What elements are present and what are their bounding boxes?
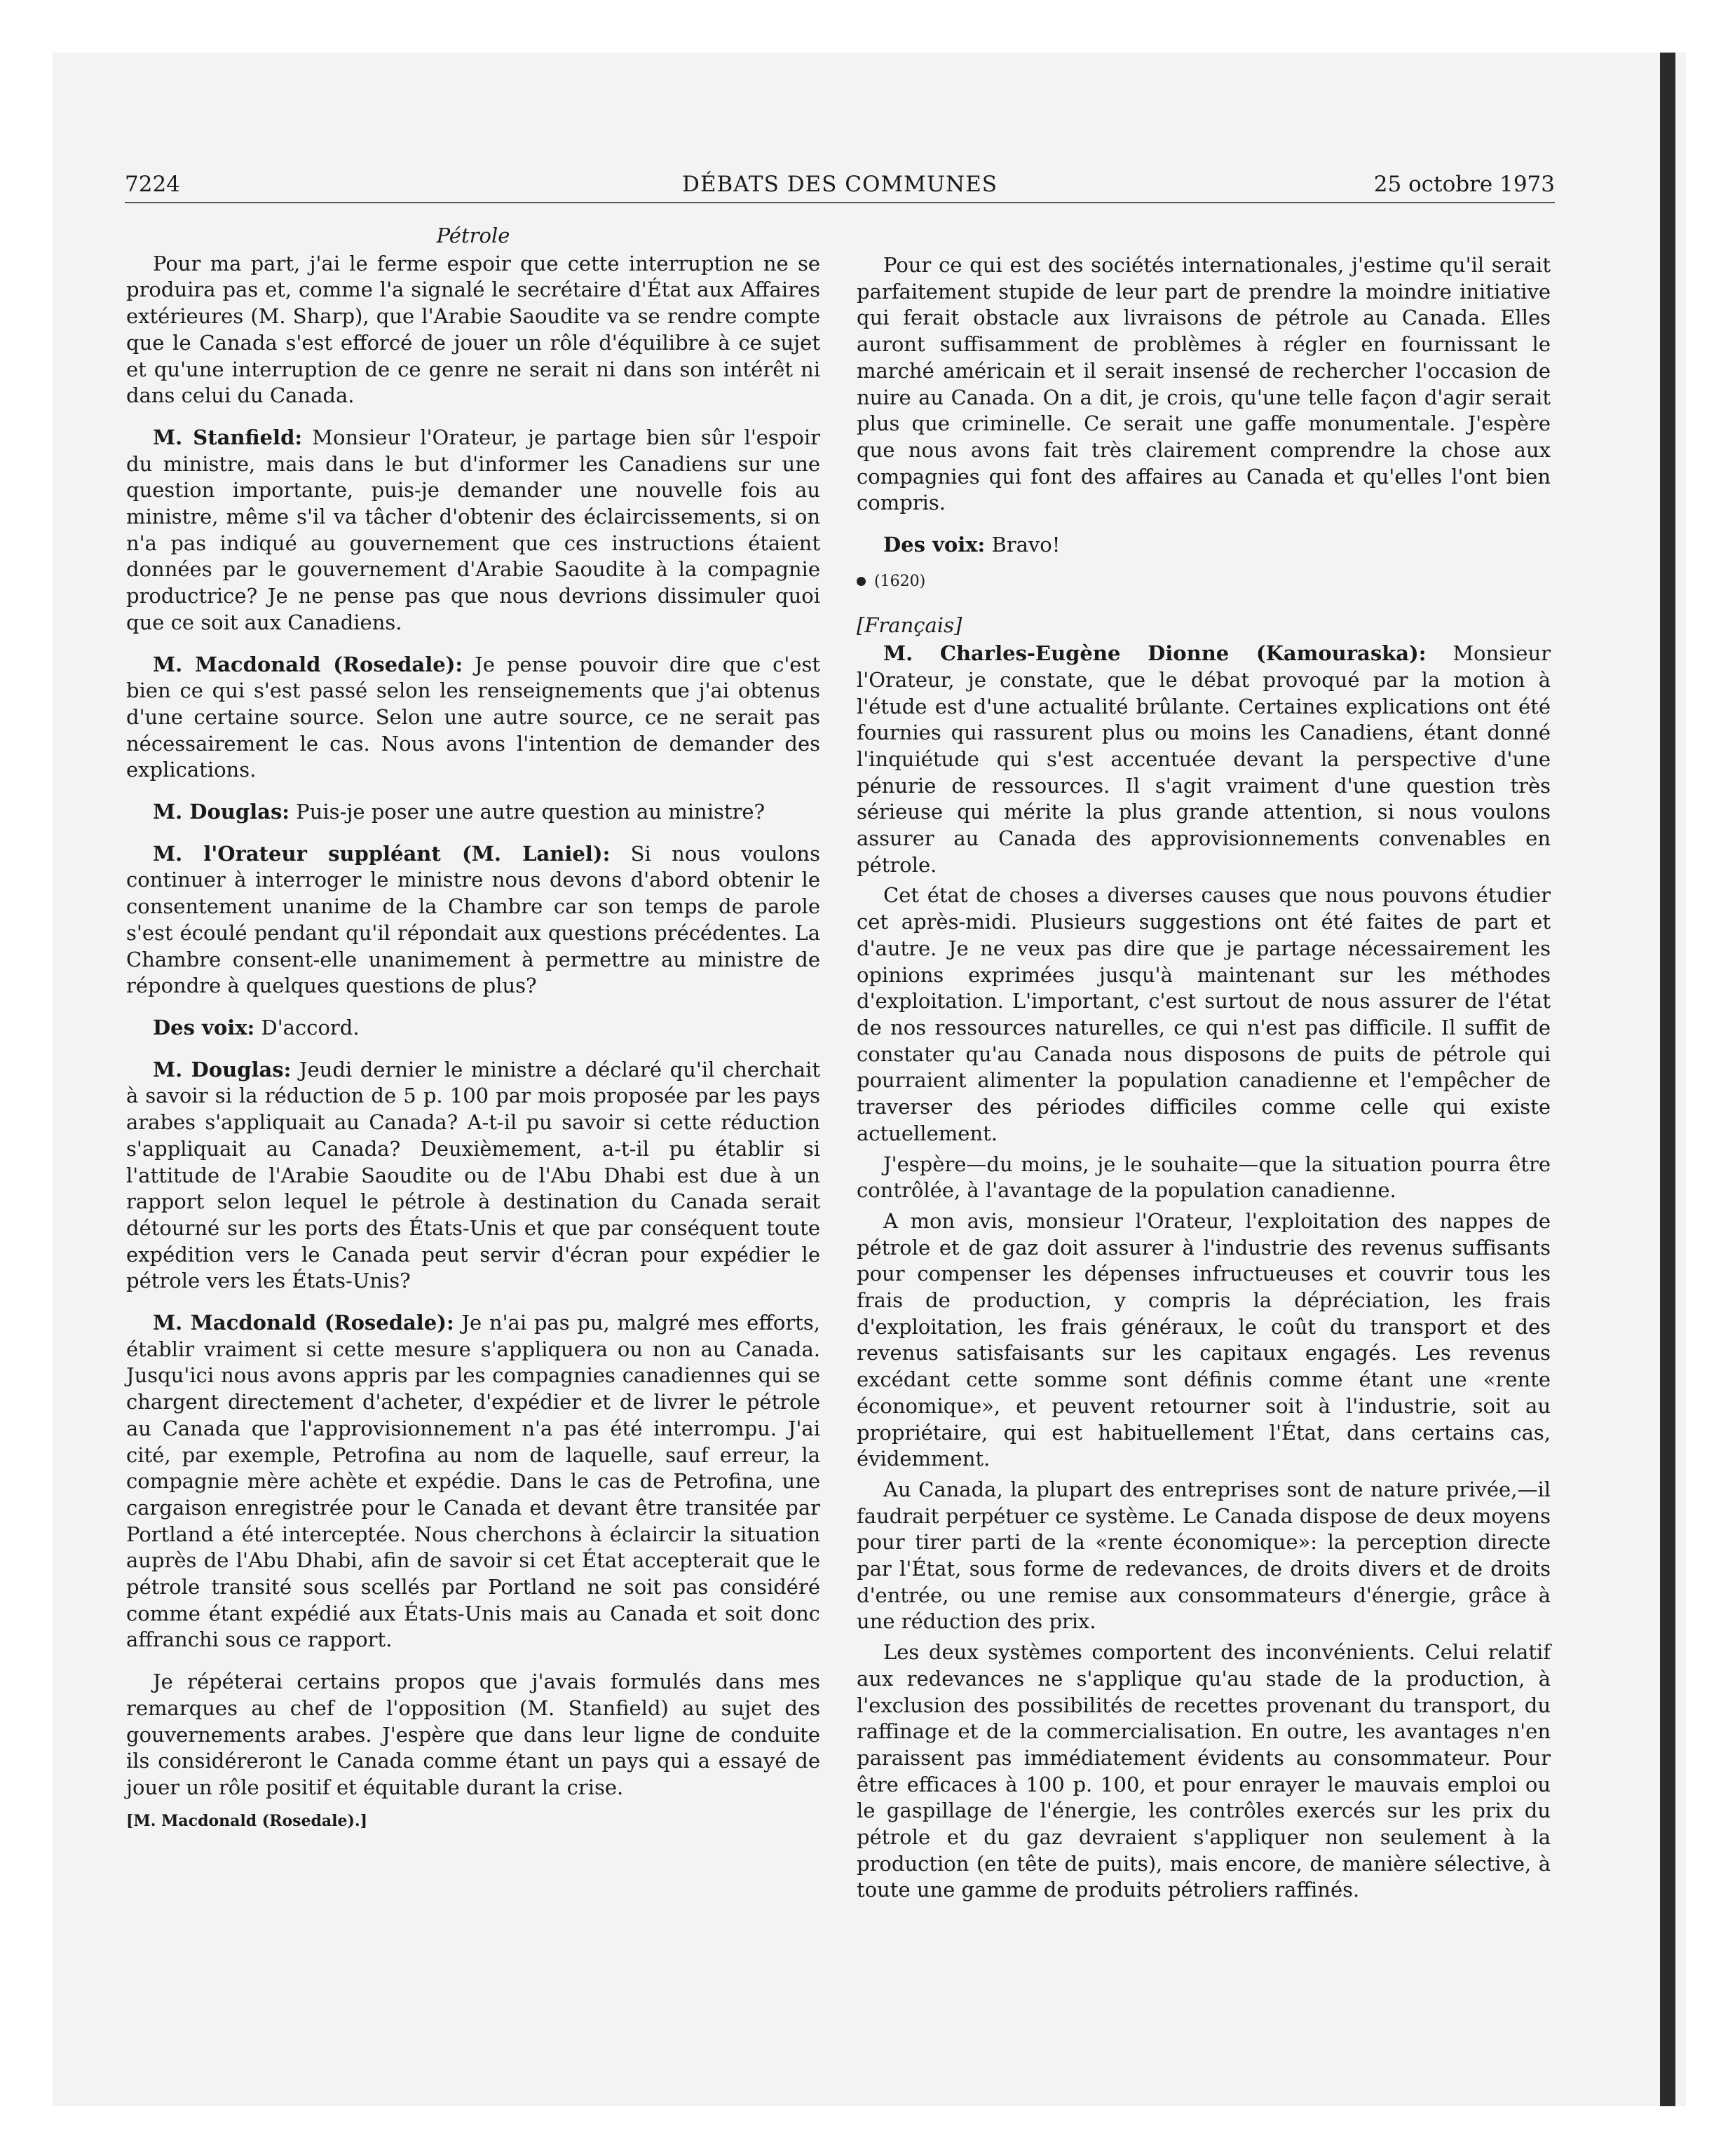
paragraph-text: Monsieur l'Orateur, je partage bien sûr l'espoir du ministre, mais dans le but d'informer les Canadiens sur une question importante, puis-je demander une nouvelle fois au ministre, même s'il va tâcher d'obtenir des éclaircissements, si on n'a pas indiqué au gouvernement que ces instructions étaient données par le gouvernement d'Arabie Saoudite à la compagnie productrice? Je ne pense pas que nous devrions dissimuler quoi que ce soit aux Canadiens.: [126, 425, 821, 634]
left-column: [126, 223, 820, 1850]
paragraph-text: Je répéterai certains propos que j'avais formulés dans mes remarques au chef de l'opposition (M. Stanfield) au sujet des gouvernements arabes. J'espère que dans leur ligne de conduite ils considéreront le Canada comme étant un pays qui a essayé de jouer un rôle positif et équitable durant la crise.: [126, 1670, 820, 1799]
language-marker: [Français]: [857, 613, 962, 638]
page-number: 7224: [125, 172, 180, 197]
paragraph: [126, 1310, 820, 1653]
time-marker: [857, 568, 1551, 595]
paragraph-text: Je pense pouvoir dire que c'est bien ce qui s'est passé selon les renseignements que j'ai obtenus d'une certaine source. Selon une autre source, ce ne serait pas nécessairement le cas. Nous avons l'intention de demander des explications.: [126, 652, 821, 782]
paragraph: [126, 1057, 820, 1295]
paragraph-text: Je n'ai pas pu, malgré mes efforts, établir vraiment si cette mesure s'appliquera ou non au Canada. Jusqu'ici nous avons appris par les compagnies canadiennes qui se chargent directement d'acheter, d'expédier et de livrer le pétrole au Canada que l'approvisionnement n'a pas été interrompu. J'ai cité, par exemple, Petrofina au nom de laquelle, sauf erreur, la compagnie mère achète et expédie. Dans le cas de Petrofina, une cargaison enregistrée pour le Canada et devant être transitée par Portland a été interceptée. Nous cherchons à éclaircir la situation auprès de l'Abu Dhabi, afin de savoir si cet État accepterait que le pétrole transité sous scellés par Portland ne soit pas considéré comme étant expédié aux États-Unis mais au Canada et soit donc affranchi sous ce rapport.: [126, 1311, 820, 1652]
speaker-name: M. Stanfield:: [153, 425, 303, 449]
paragraph: [126, 652, 820, 784]
paragraph: [126, 841, 820, 999]
paragraph: [126, 425, 820, 636]
paragraph: [126, 1015, 820, 1042]
paragraph: [857, 1208, 1551, 1473]
publication-title: DÉBATS DES COMMUNES: [681, 172, 998, 197]
paragraph: [857, 532, 1551, 559]
paragraph-text: Pour ma part, j'ai le ferme espoir que cette interruption ne se produira pas et, comme l'a signalé le secrétaire d'État aux Affaires extérieures (M. Sharp), que l'Arabie Saoudite va se rendre compte que le Canada s'est efforcé de jouer un rôle d'équilibre à ce sujet et qu'une interruption de ce genre ne serait ni dans son intérêt ni dans celui du Canada.: [126, 251, 820, 408]
paragraph: [857, 641, 1551, 878]
page-header: [125, 167, 1555, 202]
speaker-footnote: [M. Macdonald (Rosedale).]: [126, 1811, 368, 1830]
paragraph-text: Les deux systèmes comportent des inconvénients. Celui relatif aux redevances ne s'applique qu'au stade de la production, à l'exclusion des possibilités de recettes provenant du transport, du raffinage et de la commercialisation. En outre, les avantages n'en paraissent pas immédiatement évidents au consommateur. Pour être efficaces à 100 p. 100, et pour enrayer le mauvais emploi ou le gaspillage de l'énergie, les contrôles exercés sur les prix du pétrole et du gaz devraient s'appliquer non seulement à la production (en tête de puits), mais encore, de manière sélective, à toute une gamme de produits pétroliers raffinés.: [857, 1640, 1551, 1902]
right-column: [857, 252, 1551, 1908]
paragraph-text: Bravo!: [991, 533, 1061, 557]
time-marker-text: (1620): [874, 572, 926, 590]
paragraph: [857, 252, 1551, 517]
paragraph: [126, 799, 820, 826]
paragraph-text: A mon avis, monsieur l'Orateur, l'exploitation des nappes de pétrole et de gaz doit assurer à l'industrie des revenus suffisants pour compenser les dépenses infructueuses et couvrir tous les frais de production, y compris la dépréciation, les frais d'exploitation, les frais généraux, le coût du transport et des revenus satisfaisants sur les capitaux engagés. Les revenus excédant cette somme sont définis comme étant une «rente économique», et peuvent retourner soit à l'industrie, soit au propriétaire, qui est habituellement l'État, dans certains cas, évidemment.: [857, 1208, 1551, 1471]
paragraph-text: Monsieur l'Orateur, je constate, que le débat provoqué par la motion à l'étude est d'une actualité brûlante. Certaines explications ont été fournies qui rassurent plus ou moins les Canadiens, étant donné l'inquiétude qui s'est accentuée devant la perspective d'une pénurie de ressources. Il s'agit vraiment d'une question très sérieuse qui mérite la plus grande attention, si nous voulons assurer au Canada des approvisionnements convenables en pétrole.: [857, 641, 1551, 877]
paragraph-text: D'accord.: [261, 1015, 360, 1039]
paragraph-text: Pour ce qui est des sociétés internationales, j'estime qu'il serait parfaitement stupide de leur part de prendre la moindre initiative qui ferait obstacle aux livraisons de pétrole au Canada. Elles auront suffisamment de problèmes à régler en fournissant le marché américain et il serait insensé de rechercher l'occasion de nuire au Canada. On a dit, je crois, qu'une telle façon d'agir serait plus que criminelle. Ce serait une gaffe monumentale. J'espère que nous avons fait très clairement comprendre la chose aux compagnies qui font des affaires au Canada et qu'elles l'ont bien compris.: [857, 253, 1551, 515]
speaker-name: M. Douglas:: [153, 800, 290, 824]
speaker-name: M. Macdonald (Rosedale):: [153, 1311, 454, 1335]
paragraph-text: Jeudi dernier le ministre a déclaré qu'il cherchait à savoir si la réduction de 5 p. 100 par mois proposée par les pays arabes s'appliquait au Canada? A-t-il pu savoir si cette réduction s'appliquait au Canada? Deuxièmement, a-t-il pu établir si l'attitude de l'Arabie Saoudite ou de l'Abu Dhabi est due à un rapport selon lequel le pétrole à destination du Canada serait détourné sur les ports des États-Unis et que par conséquent toute expédition vers le Canada peut servir d'écran pour expédier le pétrole vers les États-Unis?: [126, 1057, 821, 1293]
paragraph: [126, 1669, 820, 1801]
speaker-name: M. Macdonald (Rosedale):: [153, 652, 463, 676]
paragraph-text: Cet état de choses a diverses causes que nous pouvons étudier cet après-midi. Plusieurs suggestions ont été faites de part et d'autre. Je ne veux pas dire que je partage nécessairement les opinions exprimées jusqu'à maintenant sur les méthodes d'exploitation. L'important, c'est surtout de nous assurer de l'état de nos ressources naturelles, ce qui n'est pas difficile. Il suffit de constater qu'au Canada nous disposons de puits de pétrole qui pourraient alimenter la population canadienne et l'empêcher de traverser des périodes difficiles comme celle qui existe actuellement.: [857, 883, 1551, 1145]
speaker-name: M. Douglas:: [153, 1057, 292, 1082]
scan-edge-bar: [1660, 53, 1675, 2106]
paragraph-text: Au Canada, la plupart des entreprises sont de nature privée,—il faudrait perpétuer ce système. Le Canada dispose de deux moyens pour tirer parti de la «rente économique»: la perception directe par l'État, sous forme de redevances, de droits divers et de droits d'entrée, ou une remise aux consommateurs d'énergie, grâce à une réduction des prix.: [857, 1477, 1551, 1634]
paragraph: [857, 1152, 1551, 1204]
speaker-name: Des voix:: [883, 533, 986, 557]
speaker-name: M. l'Orateur suppléant (M. Laniel):: [153, 841, 611, 866]
paragraph: [857, 1639, 1551, 1904]
paragraph-text: Puis-je poser une autre question au ministre?: [296, 800, 766, 824]
paragraph: [126, 251, 820, 409]
paragraph-text: J'espère—du moins, je le souhaite—que la situation pourra être contrôlée, à l'avantage de la population canadienne.: [857, 1152, 1551, 1203]
paragraph: [857, 1477, 1551, 1635]
speaker-name: Des voix:: [153, 1015, 255, 1039]
paragraph: [857, 882, 1551, 1147]
section-title: Pétrole: [436, 224, 510, 247]
page-date: 25 octobre 1973: [1373, 172, 1555, 197]
paragraph-text: Si nous voulons continuer à interroger le ministre nous devons d'abord obtenir le consentement unanime de la Chambre car son temps de parole s'est écoulé pendant qu'il répondait aux questions précédentes. La Chambre consent-elle unanimement à permettre au ministre de répondre à quelques questions de plus?: [126, 841, 820, 998]
header-rule: [125, 202, 1555, 203]
speaker-name: M. Charles-Eugène Dionne (Kamouraska):: [883, 641, 1427, 666]
bullet-icon: [857, 577, 866, 586]
